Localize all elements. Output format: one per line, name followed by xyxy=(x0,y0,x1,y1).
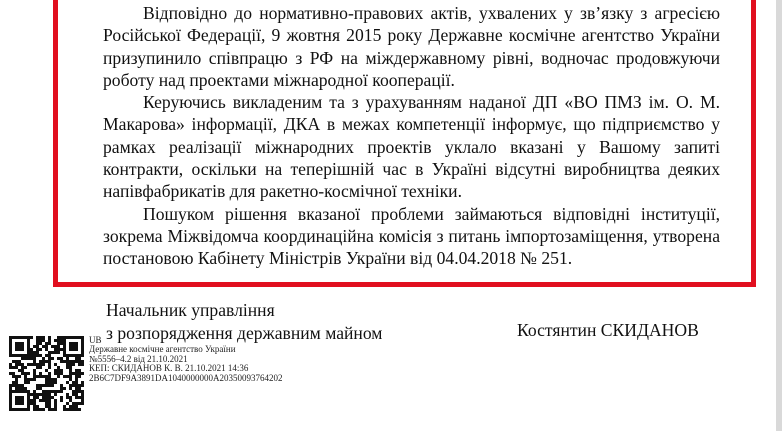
paragraph-1: Відповідно до нормативно-правових актів, ухвалених у зв’язку з агресією Російської Федерації, 9 жовтня 2015 року Державне космічне агентство України призупинило співпрацю з РФ на міждержавному рівні, водночас продовжуючи роботу над проектами міжнародної кооперації. xyxy=(103,3,720,90)
stamp-code: UB xyxy=(89,335,102,345)
paragraph-3: Пошуком рішення вказаної проблеми займаються відповідні інституції, зокрема Міжвідомча координаційна комісія з питань імпортозаміщення, утворена постановою Кабінету Міністрів України від 04.04.2018 № 251. xyxy=(103,203,720,269)
stamp-organization: Державне космічне агентство України xyxy=(89,344,236,355)
stamp-document-number: №5556–4.2 від 21.10.2021 xyxy=(89,353,188,364)
letter-body xyxy=(103,2,720,270)
qr-code-icon xyxy=(9,336,84,411)
stamp-certificate-serial: 2B6C7DF9A3891DA1040000000A20350093764202 xyxy=(89,372,283,383)
vertical-scrollbar[interactable] xyxy=(776,0,782,431)
electronic-signature-stamp xyxy=(89,336,389,383)
signatory-name: Костянтин СКИДАНОВ xyxy=(517,320,699,340)
signatory-title-line-2: з розпорядження державним майном xyxy=(106,322,383,343)
signatory-title-line-1: Начальник управління xyxy=(106,300,275,320)
stamp-signature-info: КЕП: СКИДАНОВ К. В. 21.10.2021 14:36 xyxy=(89,363,249,374)
paragraph-2: Керуючись викладеним та з урахуванням наданої ДП «ВО ПМЗ ім. О. М. Макарова» інформації, ДКА в межах компетенції інформує, що підприємство у рамках реалізації міжнародних проектів уклало вказані у Вашому запиті контракти, оскільки на теперішній час в Україні відсутні виробництва деяких напівфабрикатів для ракетно-космічної техніки. xyxy=(103,92,720,202)
